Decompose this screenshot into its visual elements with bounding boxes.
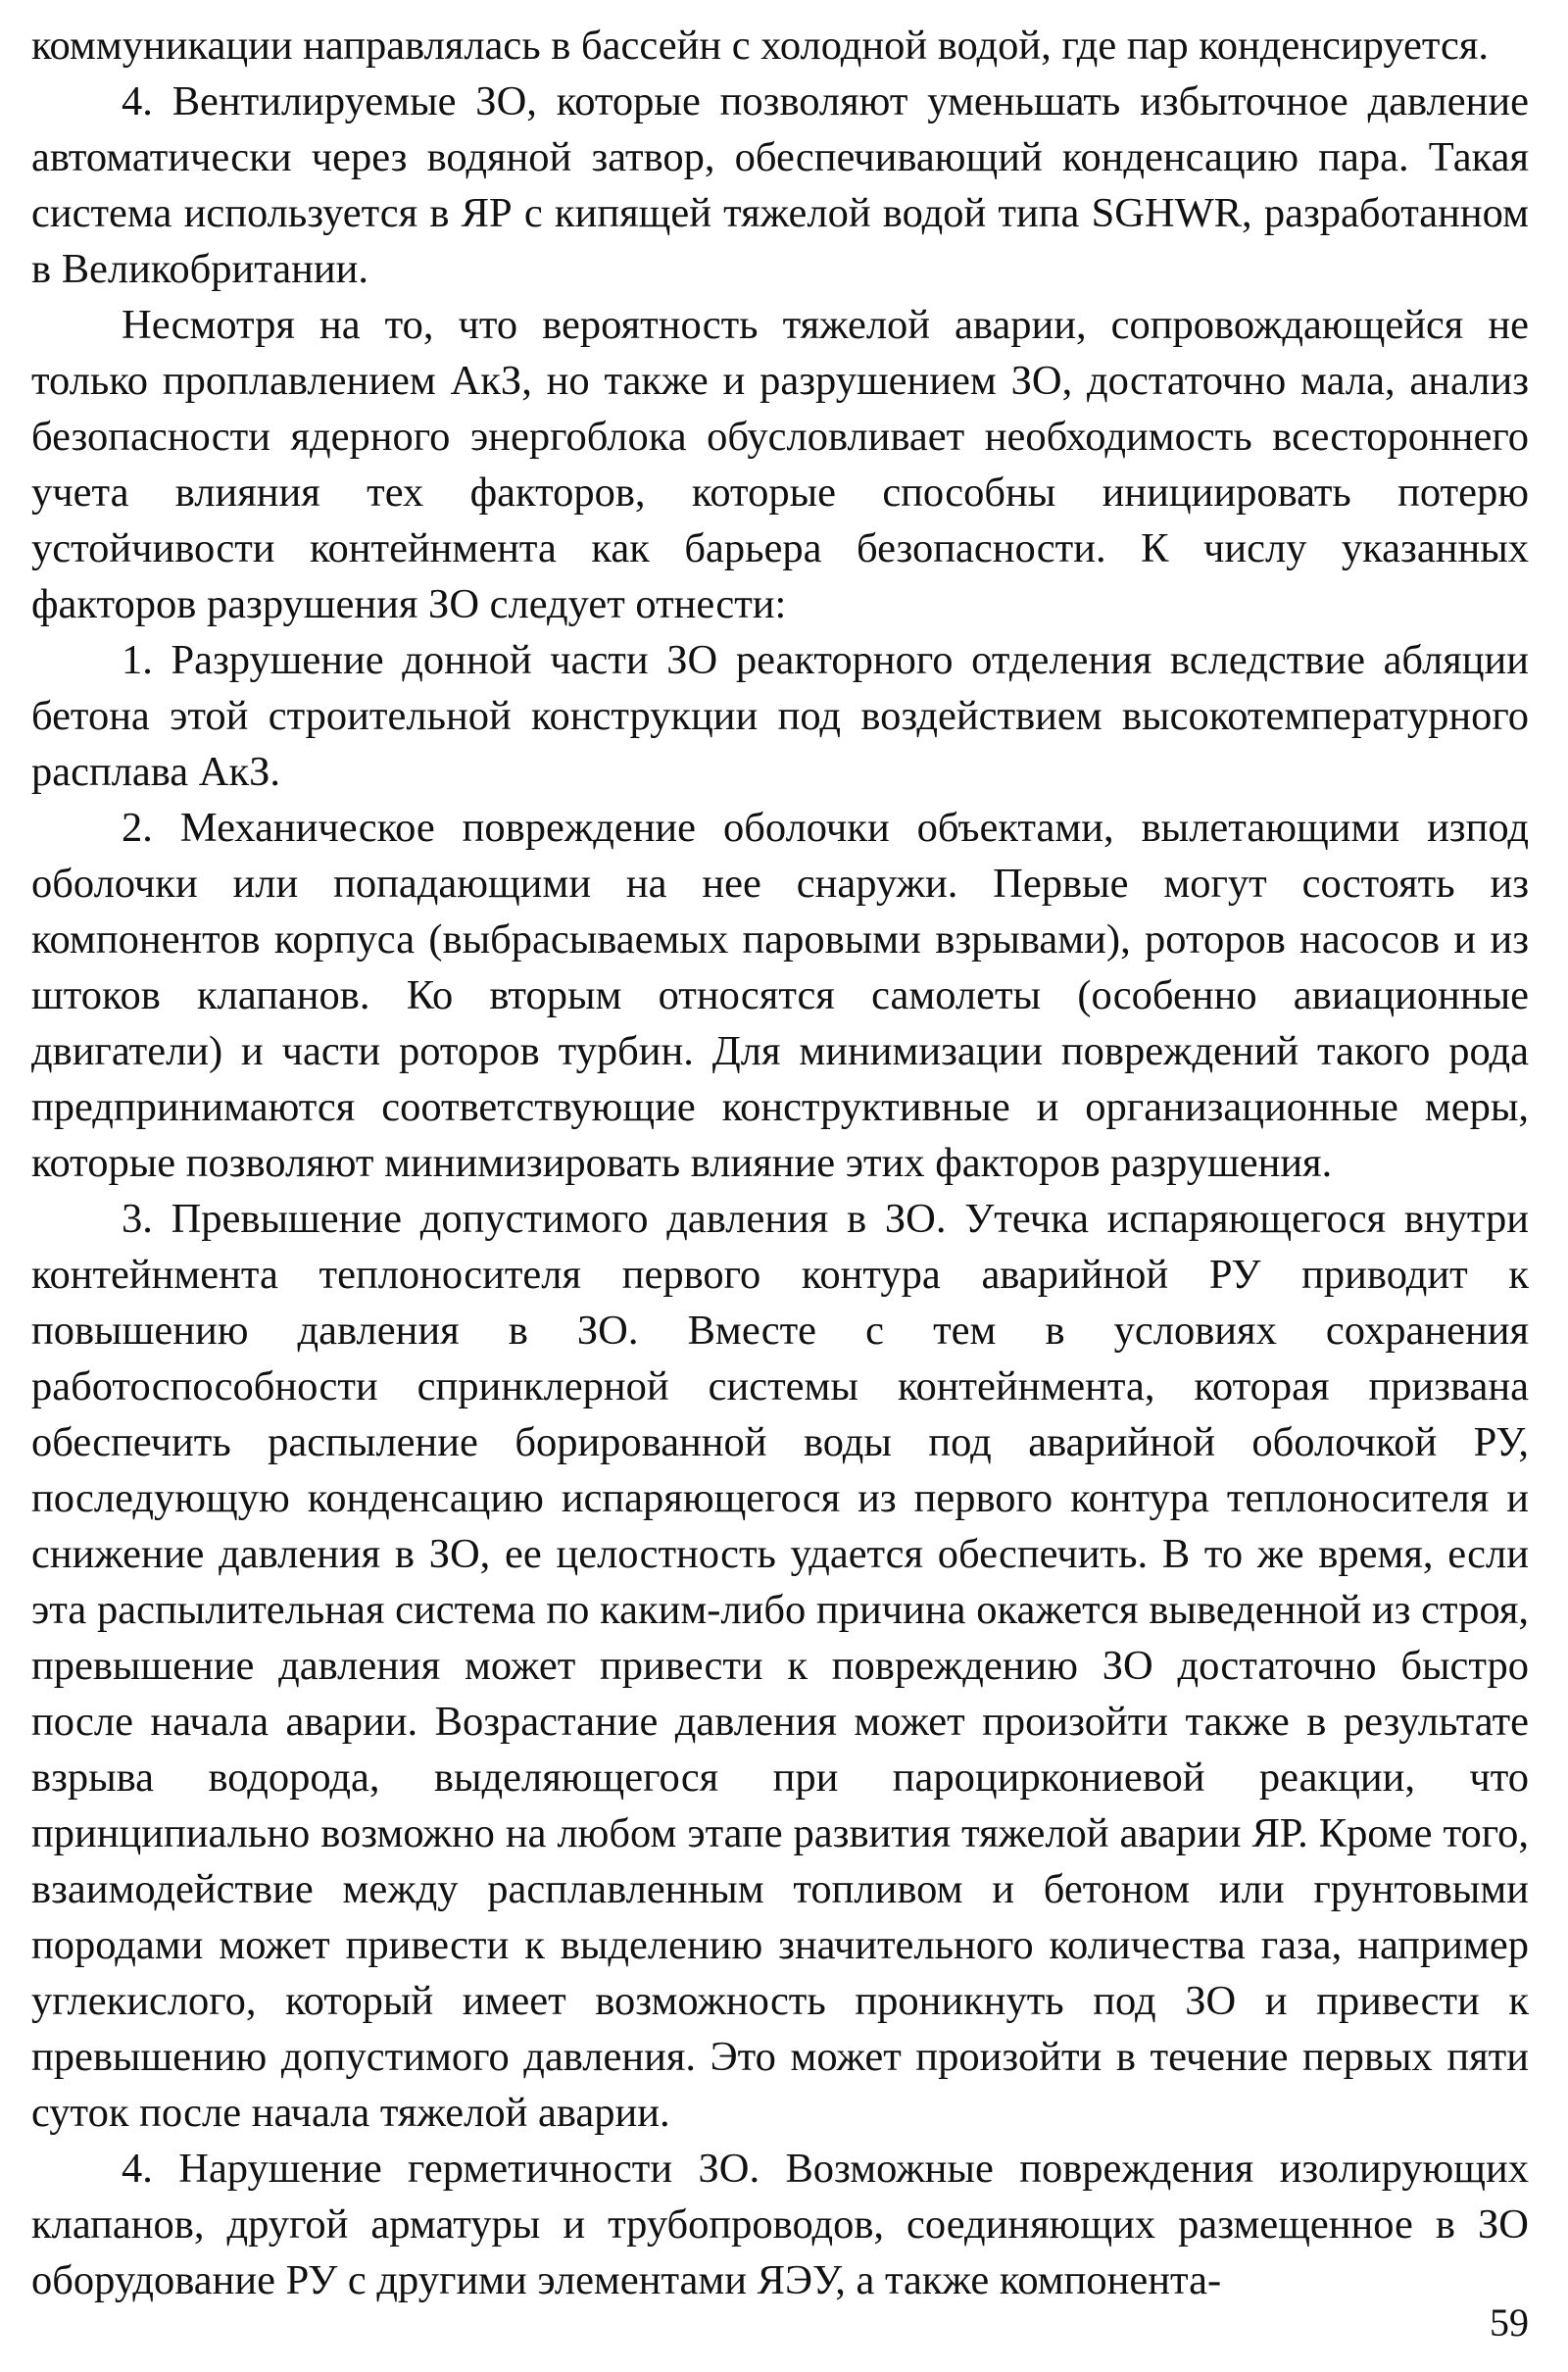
page-body (31, 18, 1529, 2308)
paragraph-factor-1: 1. Разрушение донной части ЗО реакторного отделения вследствие абляции бетона этой строительной конструкции под воздействием высокотемпературного расплава АкЗ. (31, 637, 1529, 795)
paragraph-item-4-ventilated: 4. Вентилируемые ЗО, которые позволяют уменьшать избыточное давление автоматически через водяной затвор, обеспечивающий конденсацию пара. Такая система используется в ЯР с кипящей тяжелой водой типа SGHWR, разработанном в Великобритании. (31, 78, 1529, 292)
page-number: 59 (1490, 2300, 1529, 2345)
paragraph-continuation: коммуникации направлялась в бассейн с холодной водой, где пар конденсируется. (31, 23, 1490, 69)
paragraph-factor-3: 3. Превышение допустимого давления в ЗО. Утечка испаряющегося внутри контейнмента теплоносителя первого контура аварийной РУ приводит к повышению давления в ЗО. Вместе с тем в условиях сохранения работоспособности спринклерной системы контейнмента, которая призвана обеспечить распыление борированной воды под аварийной оболочкой РУ, последующую конденсацию испаряющегося из первого контура теплоносителя и снижение давления в ЗО, ее целостность удается обеспечить. В то же время, если эта распылительная система по каким-либо причина окажется выведенной из строя, превышение давления может привести к повреждению ЗО достаточно быстро после начала аварии. Возрастание давления может произойти также в результате взрыва водорода, выделяющегося при пароциркониевой реакции, что принципиально возможно на любом этапе развития тяжелой аварии ЯР. Кроме того, взаимодействие между расплавленным топливом и бетоном или грунтовыми породами может привести к выделению значительного количества газа, например углекислого, который имеет возможность проникнуть под ЗО и привести к превышению допустимого давления. Это может произойти в течение первых пяти суток после начала тяжелой аварии. (31, 1196, 1529, 2136)
paragraph-factor-2: 2. Механическое повреждение оболочки объектами, вылетающими изпод оболочки или попадающими на нее снаружи. Первые могут состоять из компонентов корпуса (выбрасываемых паровыми взрывами), роторов насосов и из штоков клапанов. Ко вторым относятся самолеты (особенно авиационные двигатели) и части роторов турбин. Для минимизации повреждений такого рода предпринимаются соответствующие конструктивные и организационные меры, которые позволяют минимизировать влияние этих факторов разрушения. (31, 805, 1529, 1186)
paragraph-factor-4: 4. Нарушение герметичности ЗО. Возможные повреждения изолирующих клапанов, другой арматуры и трубопроводов, соединяющих размещенное в ЗО оборудование РУ с другими элементами ЯЭУ, а также компонента- (31, 2146, 1529, 2303)
paragraph-intro-factors: Несмотря на то, что вероятность тяжелой аварии, сопровождающейся не только проплавлением АкЗ, но также и разрушением ЗО, достаточно мала, анализ безопасности ядерного энергоблока обусловливает необходимость всестороннего учета влияния тех факторов, которые способны инициировать потерю устойчивости контейнмента как барьера безопасности. К числу указанных факторов разрушения ЗО следует отнести: (31, 302, 1529, 627)
